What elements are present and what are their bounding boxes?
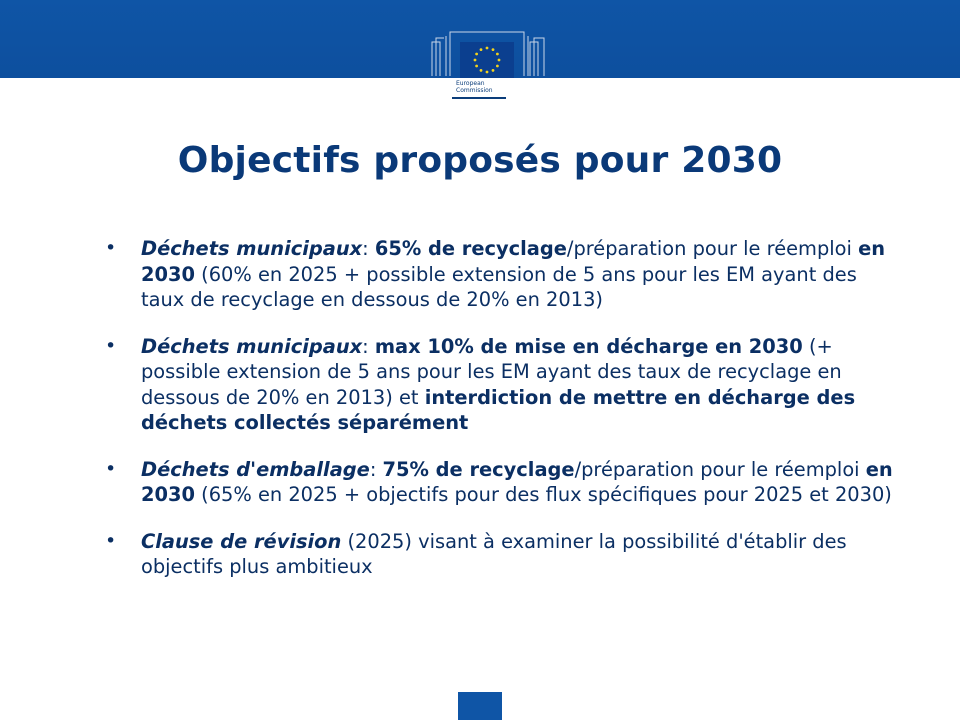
logo-text bbox=[456, 80, 493, 94]
bullet-text-part: 65% de recyclage bbox=[374, 237, 567, 260]
footer-flag bbox=[458, 692, 502, 720]
page-title: Objectifs proposés pour 2030 bbox=[177, 140, 783, 181]
bullet-text-part: interdiction de mettre en décharge des déchets collectés séparément bbox=[141, 385, 856, 434]
bullet-text-part: 75% de recyclage bbox=[382, 457, 575, 481]
bullet-text-part: (60% en 2025 + possible extension de 5 ans pour les EM ayant des taux de recyclage en dessous de 20% en 2013) bbox=[141, 262, 857, 311]
bullet-text-part: max 10% de mise en décharge en 2030 bbox=[374, 334, 803, 358]
bullet-text-part: : bbox=[362, 334, 375, 358]
bullet-text-part: Déchets municipaux bbox=[141, 237, 363, 260]
bullet-item bbox=[105, 236, 905, 313]
bullet-text-part: Déchets municipaux bbox=[141, 334, 363, 358]
logo-text-line1: European bbox=[456, 80, 485, 87]
bullet-item bbox=[105, 529, 905, 580]
bullet-text-part: : bbox=[369, 457, 383, 481]
bullet-text-part: Déchets d'emballage bbox=[141, 457, 370, 481]
european-commission-logo bbox=[430, 24, 548, 102]
logo-text-line2: Commission bbox=[456, 87, 493, 94]
bullet-text-part: (65% en 2025 + objectifs pour des flux spécifiques pour 2025 et 2030) bbox=[194, 483, 892, 506]
bullet-text-part: Clause de révision bbox=[141, 529, 342, 553]
bullet-dot-icon: • bbox=[105, 529, 117, 552]
bullet-text-part: /préparation pour le réemploi bbox=[566, 237, 859, 260]
bullet-text-part: : bbox=[362, 237, 375, 260]
bullet-text-part: (2025) visant à examiner la possibilité d'établir des objectifs plus ambitieux bbox=[141, 529, 847, 578]
bullet-dot-icon: • bbox=[105, 457, 117, 480]
bullet-text-part: /préparation pour le réemploi bbox=[574, 457, 866, 481]
bullet-text-part: en 2030 bbox=[141, 457, 893, 506]
bullet-text-part: (+ possible extension de 5 ans pour les EM ayant des taux de recyclage en dessous de 20% en 2013) et bbox=[141, 334, 842, 409]
bullet-text-part: en 2030 bbox=[141, 237, 886, 286]
bullet-dot-icon: • bbox=[105, 334, 117, 357]
bullet-item bbox=[105, 457, 905, 508]
bullet-item bbox=[105, 334, 905, 436]
bullet-list bbox=[105, 236, 905, 601]
bullet-dot-icon: • bbox=[105, 237, 117, 259]
